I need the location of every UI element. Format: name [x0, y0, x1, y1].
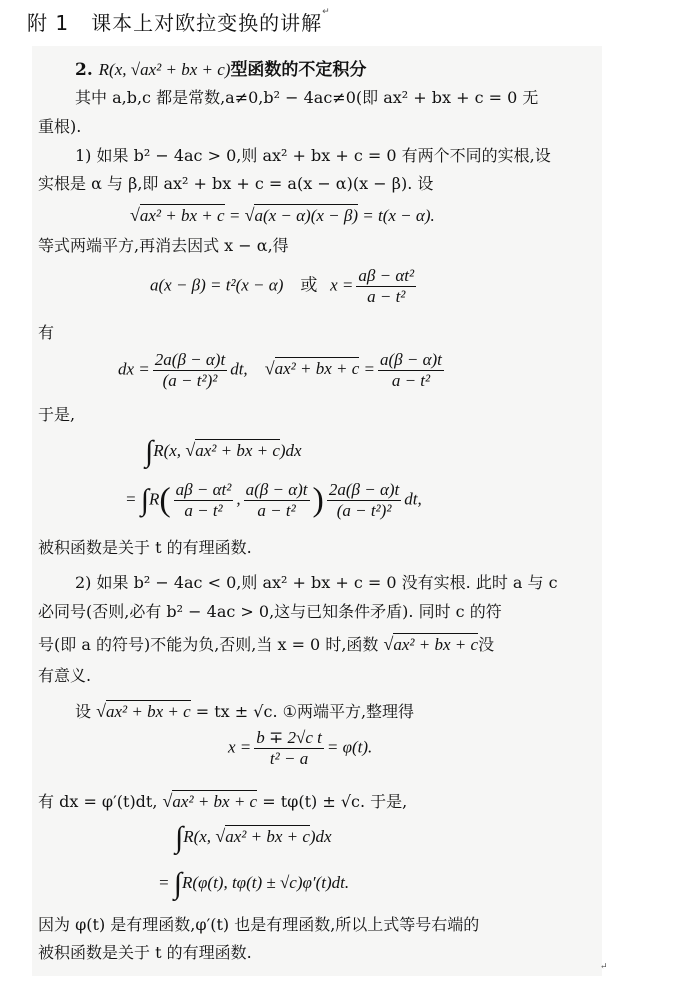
denominator: (a − t²)²: [162, 371, 218, 390]
eq-or: 或: [300, 275, 318, 295]
para-line: 有: [38, 323, 55, 342]
para-line: 于是,: [38, 405, 76, 424]
para-line: 1) 如果 b² − 4ac > 0,则 ax² + bx + c = 0 有两个不同的实根,设: [75, 146, 551, 165]
return-mark-icon: ↵: [322, 7, 331, 17]
para-line: 重根).: [38, 117, 82, 136]
radicand: ax² + bx + c: [195, 441, 280, 460]
equation: √ax² + bx + c = √a(x − α)(x − β) = t(x − α).: [130, 205, 435, 225]
eq-op: =: [224, 206, 245, 225]
para-line: 有 dx = φ′(t)dt, √ax² + bx + c = tφ(t) ± √c. 于是,: [38, 791, 408, 811]
return-mark-icon: ↵: [600, 962, 608, 972]
radicand: a(x − α)(x − β): [254, 206, 359, 225]
equation: [150, 266, 419, 307]
eq-part: R(x,: [153, 441, 186, 460]
para-line: 2) 如果 b² − 4ac < 0,则 ax² + bx + c = 0 没有实根. 此时 a 与 c: [75, 573, 558, 592]
numerator: 2a(β − α)t: [154, 350, 226, 369]
eq-op: =: [359, 359, 375, 379]
radicand: ax² + bx + c: [274, 359, 360, 379]
section-number: 2.: [75, 60, 93, 80]
eq-part: R(φ(t), tφ(t) ± √c)φ′(t)dt.: [181, 873, 350, 892]
equation: dx = $\frac{2a(\beta - \alpha)t}{\text{(a − t²)²}}$ dt, √ax² + bx + c = $\frac{a(\beta - \alpha)t}{\text{a − t²}}$: [118, 350, 442, 390]
eq-part: a(x − β) = t²(x − α): [150, 275, 284, 295]
eq-op: =: [158, 873, 174, 892]
eq-part: R(x,: [183, 827, 216, 846]
eq-part: )dx: [309, 827, 332, 846]
denominator: a − t²: [257, 501, 296, 520]
equation: ∫R(x, √ax² + bx + c)dx: [175, 821, 332, 855]
numerator: a(β − α)t: [380, 350, 442, 369]
numerator: b ∓ 2√c t: [256, 728, 322, 747]
eq-part: dt,: [404, 489, 422, 509]
eq-part: R: [148, 489, 160, 509]
eq-part: x =: [228, 737, 252, 757]
text: 设: [75, 702, 97, 721]
denominator: (a − t²)²: [336, 501, 392, 520]
denominator: a − t²: [184, 501, 223, 520]
eq-op: =: [125, 489, 141, 509]
eq-part: x =: [330, 275, 354, 295]
para-line: 号(即 a 的符号)不能为负,否则,当 x = 0 时,函数 √ax² + bx + c没: [38, 634, 495, 654]
para-line: 实根是 α 与 β,即 ax² + bx + c = a(x − α)(x − β). 设: [38, 174, 434, 193]
equation: [228, 728, 372, 769]
section-formula: R(x, √ax² + bx + c): [98, 60, 231, 79]
para-line: 其中 a,b,c 都是常数,a≠0,b² − 4ac≠0(即 ax² + bx + c = 0 无: [75, 88, 539, 107]
denominator: a − t²: [391, 371, 431, 390]
text: = tx ± √c. ①两端平方,整理得: [190, 702, 415, 721]
radicand: ax² + bx + c: [393, 635, 479, 654]
text: 有 dx = φ′(t)dt,: [38, 792, 163, 811]
section-title: [75, 60, 366, 80]
radicand: ax² + bx + c: [225, 827, 310, 846]
radicand: ax² + bx + c: [172, 792, 258, 811]
appendix-label: 附 1: [27, 11, 70, 35]
eq-rhs: = t(x − α).: [358, 206, 435, 225]
text: = tφ(t) ± √c. 于是,: [257, 792, 408, 811]
appendix-heading: [27, 7, 331, 36]
numerator: aβ − αt²: [358, 266, 415, 285]
radicand: ax² + bx + c: [105, 702, 191, 721]
numerator: aβ − αt²: [175, 480, 232, 499]
para-line: 因为 φ(t) 是有理函数,φ′(t) 也是有理函数,所以上式等号右端的: [38, 915, 480, 934]
equation: = ∫R( $\frac{\text{aβ − αt²}}{\text{a − t²}}$ , $\frac{a(\beta - \alpha)t}{\text{a − t²}}$ ) $\frac{2a(\beta - \alpha)t}{\text{(a − t²)²}}$ dt,: [125, 480, 422, 520]
equation: ∫R(x, √ax² + bx + c)dx: [145, 435, 302, 469]
numerator: a(β − α)t: [245, 480, 308, 499]
text: 没: [478, 635, 495, 654]
eq-part: = φ(t).: [326, 737, 373, 757]
text: 号(即 a 的符号)不能为负,否则,当 x = 0 时,函数: [38, 635, 384, 654]
eq-part: dt,: [230, 359, 248, 379]
equation: = ∫R(φ(t), tφ(t) ± √c)φ′(t)dt.: [158, 867, 350, 901]
para-line: 必同号(否则,必有 b² − 4ac > 0,这与已知条件矛盾). 同时 c 的符: [38, 602, 502, 621]
numerator: 2a(β − α)t: [328, 480, 400, 499]
radicand: ax² + bx + c: [139, 206, 225, 225]
para-line: 被积函数是关于 t 的有理函数.: [38, 943, 252, 962]
para-line: 被积函数是关于 t 的有理函数.: [38, 538, 252, 557]
appendix-title: 课本上对欧拉变换的讲解: [91, 11, 323, 35]
eq-part: dx =: [118, 359, 150, 379]
para-line: 等式两端平方,再消去因式 x − α,得: [38, 236, 289, 255]
para-line: 有意义.: [38, 666, 92, 685]
denominator: t² − a: [269, 749, 309, 768]
section-title-text: 型函数的不定积分: [230, 60, 367, 80]
para-line: 设 √ax² + bx + c = tx ± √c. ①两端平方,整理得: [75, 701, 415, 721]
denominator: a − t²: [367, 287, 406, 306]
eq-part: )dx: [279, 441, 302, 460]
